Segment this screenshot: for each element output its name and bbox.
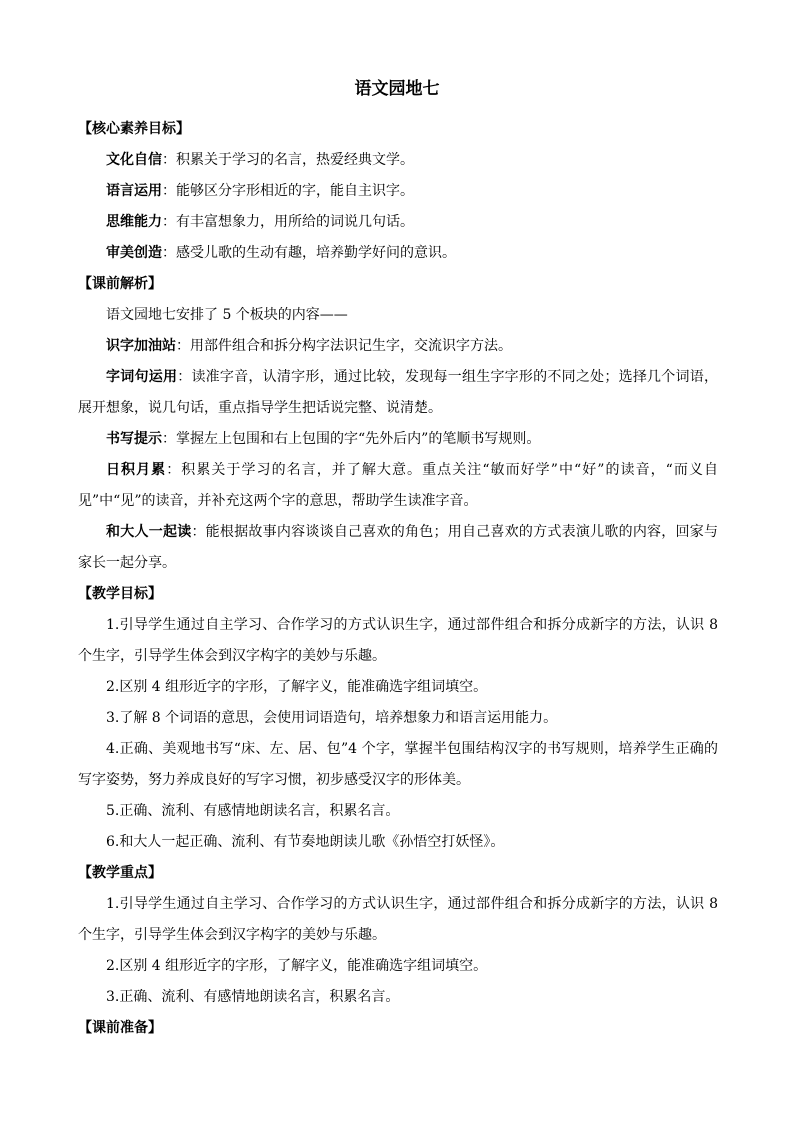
page-title: 语文园地七 — [354, 79, 440, 99]
analysis-item — [78, 424, 718, 455]
analysis-item — [78, 455, 718, 517]
analysis-item-label: 识字加油站 — [106, 338, 176, 354]
section-heading-core: 【核心素养目标】 — [78, 121, 190, 137]
analysis-item-label: 日积月累 — [106, 462, 167, 478]
analysis-item — [78, 362, 718, 424]
analysis-item-text: ：读准字音，认清字形，通过比较，发现每一组生字字形的不同之处；选择几个词语，展开想象，说几句话，重点指导学生把话说完整、说清楚。 — [78, 369, 719, 416]
keypoint-item: 3.正确、流利、有感情地朗读名言，积累名言。 — [106, 989, 400, 1005]
core-item-label: 思维能力 — [106, 214, 162, 230]
analysis-item-label: 书写提示 — [106, 431, 162, 447]
core-item — [78, 207, 718, 238]
analysis-item-label: 字词句运用 — [106, 369, 178, 385]
core-item-text: ：能够区分字形相近的字，能自主识字。 — [162, 183, 414, 199]
goal-item: 1.引导学生通过自主学习、合作学习的方式认识生字，通过部件组合和拆分成新字的方法，认识 8 个生字，引导学生体会到汉字构字的美妙与乐趣。 — [78, 617, 718, 664]
goal-item: 2.区别 4 组形近字的字形，了解字义，能准确选字组词填空。 — [106, 679, 488, 695]
section-heading-prep: 【课前准备】 — [78, 1020, 162, 1036]
analysis-item-text: ：掌握左上包围和右上包围的字“先外后内”的笔顺书写规则。 — [162, 431, 541, 447]
core-item-label: 文化自信 — [106, 152, 162, 168]
core-item-text: ：有丰富想象力，用所给的词说几句话。 — [162, 214, 414, 230]
core-item-text: ：积累关于学习的名言，热爱经典文学。 — [162, 152, 414, 168]
analysis-item — [78, 331, 718, 362]
goal-item: 6.和大人一起正确、流利、有节奏地朗读儿歌《孙悟空打妖怪》。 — [106, 834, 505, 850]
section-heading-goals: 【教学目标】 — [78, 586, 162, 602]
goal-item: 5.正确、流利、有感情地朗读名言，积累名言。 — [106, 803, 400, 819]
analysis-item — [78, 517, 718, 579]
section-heading-keypoints: 【教学重点】 — [78, 865, 162, 881]
analysis-item-text: ：用部件组合和拆分构字法识记生字，交流识字方法。 — [176, 338, 512, 354]
core-item-text: ：感受儿歌的生动有趣，培养勤学好问的意识。 — [162, 245, 456, 261]
keypoint-item: 1.引导学生通过自主学习、合作学习的方式认识生字，通过部件组合和拆分成新字的方法，认识 8 个生字，引导学生体会到汉字构字的美妙与乐趣。 — [78, 896, 718, 943]
analysis-item-text: ：能根据故事内容谈谈自己喜欢的角色；用自己喜欢的方式表演儿歌的内容，回家与家长一起分享。 — [78, 524, 719, 571]
keypoint-item: 2.区别 4 组形近字的字形，了解字义，能准确选字组词填空。 — [106, 958, 488, 974]
core-item — [78, 238, 718, 269]
analysis-intro: 语文园地七安排了 5 个板块的内容—— — [106, 307, 348, 323]
goal-item: 4.正确、美观地书写“床、左、居、包”4 个字，掌握半包围结构汉字的书写规则，培养学生正确的写字姿势，努力养成良好的写字习惯，初步感受汉字的形体美。 — [78, 741, 718, 788]
goal-item: 3.了解 8 个词语的意思，会使用词语造句，培养想象力和语言运用能力。 — [106, 710, 558, 726]
section-heading-analysis: 【课前解析】 — [78, 276, 162, 292]
core-item — [78, 145, 718, 176]
core-item — [78, 176, 718, 207]
core-item-label: 语言运用 — [106, 183, 162, 199]
core-item-label: 审美创造 — [106, 245, 162, 261]
analysis-item-text: ：积累关于学习的名言，并了解大意。重点关注“敏而好学”中“好”的读音，“而义自见”中“见”的读音，并补充这两个字的意思，帮助学生读准字音。 — [78, 462, 718, 509]
document-body — [78, 114, 718, 1044]
analysis-item-label: 和大人一起读 — [106, 524, 192, 540]
